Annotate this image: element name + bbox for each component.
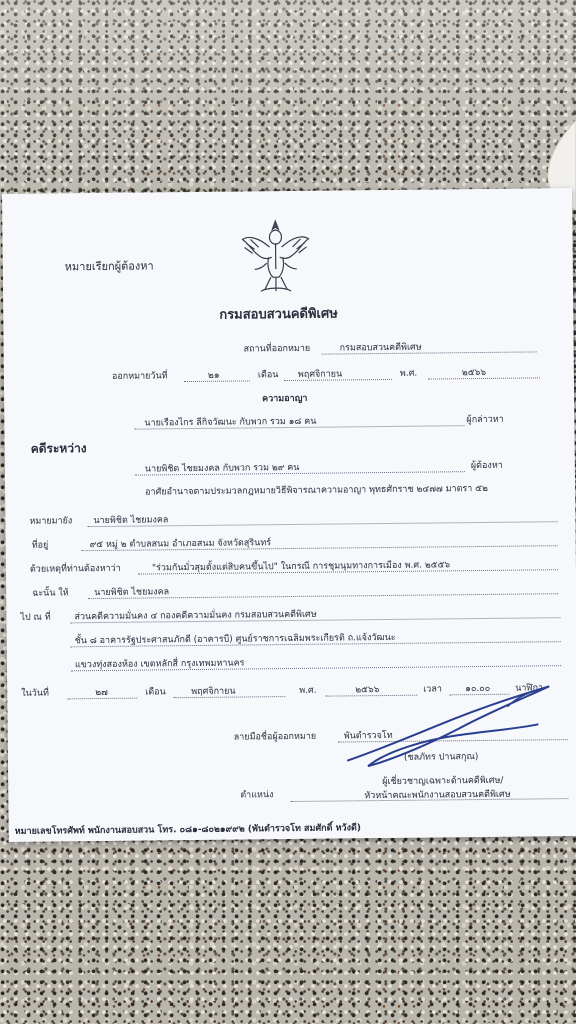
goto-line2: ชั้น ๘ อาคารรัฐประศาสนภักดี (อาคารบี) ศูนย์ราชการเฉลิมพระเกียรติ ถ.แจ้งวัฒนะ [74, 632, 396, 647]
handwritten-signature [337, 678, 568, 770]
issue-place-label: สถานที่ออกหมาย [243, 343, 311, 355]
position-line2: หัวหน้าคณะพนักงานสอบสวนคดีพิเศษ [364, 789, 511, 802]
appt-day: ๒๗ [95, 687, 108, 699]
accused: นายพิชิต ไชยมงคล กับพวก รวม ๒๙ คน [144, 462, 300, 475]
goto-line3: แขวงทุ่งสองห้อง เขตหลักสี่ กรุงเทพมหานคร [74, 658, 245, 671]
addressed-to-label: หมายมายัง [29, 516, 73, 527]
address-label: ที่อยู่ [31, 540, 49, 551]
issue-month: พฤศจิกายน [297, 369, 343, 380]
goto-label: ไป ณ ที่ [20, 612, 51, 623]
appt-month-label: เดือน [145, 687, 166, 698]
therefore-label: ฉะนั้น ให้ [32, 588, 69, 599]
appt-month: พฤศจิกายน [191, 686, 236, 698]
issue-year: ๒๕๖๖ [461, 367, 487, 379]
accused-role: ผู้ต้องหา [470, 460, 503, 472]
reason: "ร่วมกันมั่วสุมตั้งแต่สิบคนขึ้นไป" ในกรณี การชุมนุมทางการเมือง พ.ศ. ๒๕๕๖ [151, 560, 451, 574]
issue-place-value: กรมสอบสวนคดีพิเศษ [339, 342, 422, 354]
minute-label: นาฬิกา [515, 683, 544, 694]
agency-heading: กรมสอบสวนคดีพิเศษ [219, 306, 338, 323]
criminal-case-label: ความอาญา [262, 393, 308, 405]
contact-line: หมายเลขโทรศัพท์ พนักงานสอบสวน โทร. ๐๘๑-๘๐๒๑๙๙๒ (พันตำรวจโท สมศักดิ์ หวังดี) [14, 823, 361, 837]
reason-label: ด้วยเหตุที่ท่านต้องหาว่า [29, 563, 121, 575]
summons-document [2, 188, 576, 842]
appt-time: ๑๐.๐๐ [465, 683, 491, 695]
position-label: ตำแหน่ง [240, 790, 274, 801]
issue-date-label: ออกหมายวันที่ [111, 371, 168, 382]
issue-day: ๒๑ [207, 370, 220, 381]
garuda-emblem-icon [240, 217, 311, 298]
appt-year-label: พ.ศ. [299, 685, 317, 696]
appt-year: ๒๕๖๖ [355, 685, 380, 696]
complainant: นายเรืองไกร ลีกิจวัฒนะ กับพวก รวม ๑๘ คน [144, 416, 317, 429]
summons-title: หมายเรียกผู้ต้องหา [64, 259, 154, 274]
time-label: เวลา [423, 684, 442, 695]
issue-year-label: พ.ศ. [399, 368, 418, 379]
between-label: คดีระหว่าง [30, 441, 87, 456]
goto-line1: ส่วนคดีความมั่นคง ๔ กองคดีความมั่นคง กรมสอบสวนคดีพิเศษ [74, 609, 317, 623]
appt-date-label: ในวันที่ [21, 688, 49, 699]
complainant-role: ผู้กล่าวหา [466, 414, 504, 426]
addressed-to: นายพิชิต ไชยมงคล [93, 515, 169, 527]
address: ๙๕ หมู่ ๒ ตำบลสนม อำเภอสนม จังหวัดสุรินทร์ [89, 538, 272, 551]
signer-rank: พันตำรวจโท [343, 730, 393, 742]
therefore-name: นายพิชิต ไชยมงคล [94, 587, 170, 599]
position-line1: ผู้เชี่ยวชาญเฉพาะด้านคดีพิเศษ/ [382, 775, 504, 788]
issue-month-label: เดือน [257, 370, 279, 381]
authority-text: อาศัยอำนาจตามประมวลกฎหมายวิธีพิจารณาความอาญา พุทธศักราช ๒๔๗๗ มาตรา ๕๒ [145, 483, 488, 498]
signature-label: ลายมือชื่อผู้ออกหมาย [233, 731, 317, 743]
signer-name: (ชลภัทร ปานสกุณ) [403, 752, 479, 763]
